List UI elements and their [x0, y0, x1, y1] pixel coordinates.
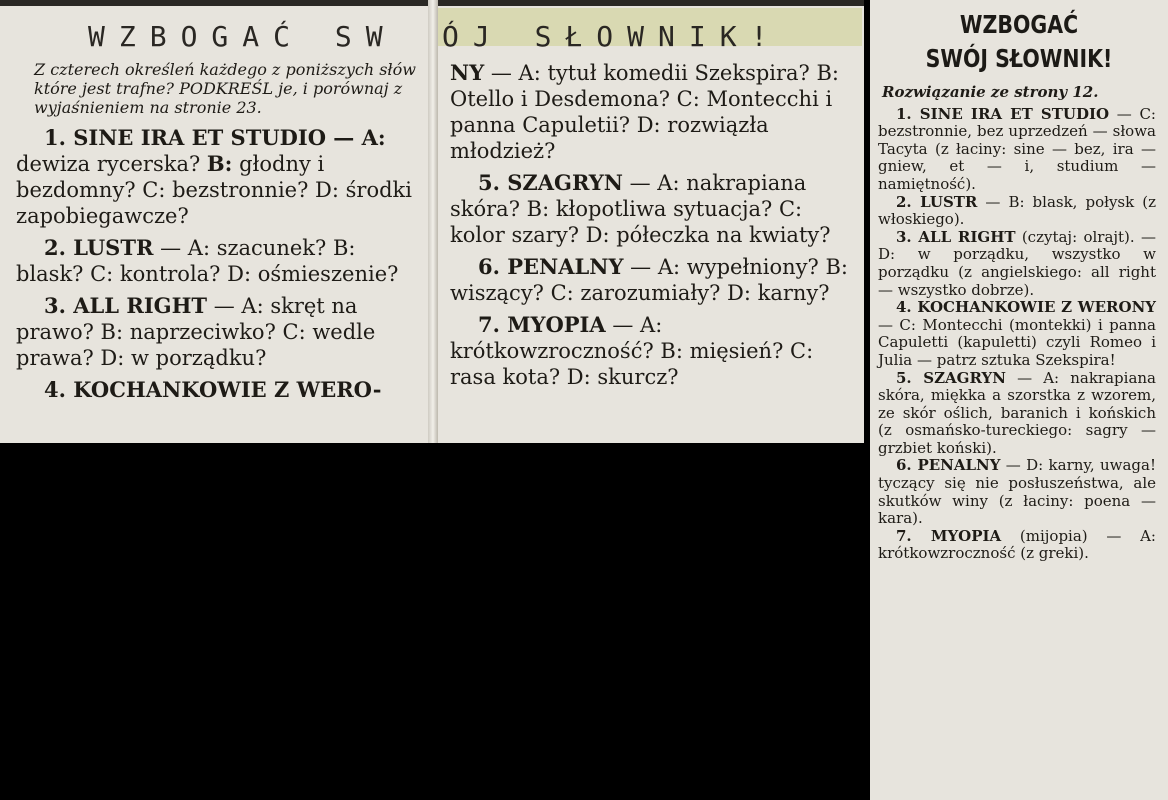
question-5-text: — A: nakrapiana skóra? B: kłopotliwa sytuacja? C: kolor szary? D: półeczka na kwiaty? [450, 171, 831, 247]
answer-3-text: (czytaj: olrajt). — D: w porządku, wszystko w porządku (z angielskiego: all right — wszystko dobrze). [878, 227, 1156, 299]
question-4-continued [450, 60, 860, 164]
question-6-text: — A: wypełniony? B: wiszący? C: zarozumiały? D: karny? [450, 255, 848, 305]
answer-6 [878, 457, 1156, 527]
question-4 [16, 377, 426, 403]
answers-page [870, 0, 1168, 800]
question-1-b: B: [206, 151, 233, 176]
question-1 [16, 125, 426, 229]
question-5 [450, 170, 860, 248]
question-7-text: — A: krótkowzroczność? B: mięsień? C: rasa kota? D: skurcz? [450, 313, 814, 389]
header-left: WZBOGAĆ SW [88, 20, 397, 53]
answer-2-text: — B: blask, połysk (z włoskiego). [878, 192, 1156, 229]
answer-5-term: 5. SZAGRYN [896, 368, 1006, 387]
answer-7-text: (mijopia) — A: krótkowzroczność (z greki). [878, 526, 1156, 563]
answers-column [878, 84, 1156, 563]
answer-4 [878, 299, 1156, 369]
question-1-text-b: głodny i bezdomny? C: bezstronnie? D: środki zapobiegawcze? [16, 152, 412, 228]
question-1-term: 1. SINE IRA ET STUDIO — A: [44, 125, 386, 150]
answer-1 [878, 106, 1156, 194]
answers-title-line-1: WZBOGAĆ [959, 10, 1079, 39]
question-2-term: 2. LUSTR [44, 235, 154, 260]
answer-7-term: 7. MYOPIA [896, 526, 1002, 545]
quiz-intro: Z czterech określeń każdego z poniższych słów które jest trafne? PODKREŚL je, i porównaj z wyjaśnieniem na stronie 23. [34, 60, 416, 117]
answer-7 [878, 528, 1156, 563]
answers-title-line-2: SWÓJ SŁOWNIK! [925, 44, 1113, 73]
page-fold [428, 0, 438, 443]
answers-subtitle: Rozwiązanie ze strony 12. [882, 83, 1099, 101]
question-4-text: — A: tytuł komedii Szekspira? B: Otello i Desdemona? C: Montecchi i panna Capuletii? D: rozwiązła młodzież? [450, 61, 840, 163]
question-6-term: 6. PENALNY [478, 254, 624, 279]
answer-4-term: 4. KOCHANKOWIE Z WERONY [896, 298, 1156, 317]
question-3-term: 3. ALL RIGHT [44, 293, 208, 318]
quiz-column-2 [450, 60, 860, 396]
question-2-text: — A: szacunek? B: blask? C: kontrola? D: ośmieszenie? [16, 236, 399, 286]
answer-3 [878, 229, 1156, 299]
question-4-term: 4. KOCHANKOWIE Z WERO- [44, 377, 382, 402]
answer-5-text: — A: nakrapiana skóra, miękka a szorstka z wzorem, ze skór oślich, baranich i końskich (z osmańsko-tureckiego: sagry — grzbiet koński). [878, 368, 1156, 457]
answer-6-text: — D: karny, uwaga! tyczący się nie posłuszeństwa, ale skutków winy (z łaciny: poena — kara). [878, 456, 1156, 528]
answer-4-text: — C: Montecchi (montekki) i panna Capuletti (kapuletti) czyli Romeo i Julia — patrz sztuka Szekspira! [878, 315, 1156, 369]
answer-1-text: — C: bezstronnie, bez uprzedzeń — słowa Tacyta (z łaciny: sine — bez, ira — gniew, et — i, studium — namiętność). [878, 104, 1156, 193]
header-right: ÓJ SŁOWNIK! [442, 20, 782, 53]
quiz-page [0, 0, 864, 443]
answer-3-term: 3. ALL RIGHT [896, 227, 1016, 246]
answer-1-term: 1. SINE IRA ET STUDIO [896, 104, 1110, 123]
question-1-text: dewiza rycerska? [16, 152, 207, 176]
question-6 [450, 254, 860, 306]
quiz-column-1 [16, 60, 426, 409]
question-7-term: 7. MYOPIA [478, 312, 606, 337]
answer-5 [878, 370, 1156, 458]
answer-2 [878, 194, 1156, 229]
question-5-term: 5. SZAGRYN [478, 170, 623, 195]
question-2 [16, 235, 426, 287]
question-3-text: — A: skręt na prawo? B: naprzeciwko? C: wedle prawa? D: w porządku? [16, 294, 376, 370]
question-3 [16, 293, 426, 371]
answers-title [897, 8, 1141, 76]
answer-2-term: 2. LUSTR [896, 192, 978, 211]
answer-6-term: 6. PENALNY [896, 456, 1001, 475]
question-4-term-end: NY [450, 60, 485, 85]
question-7 [450, 312, 860, 390]
